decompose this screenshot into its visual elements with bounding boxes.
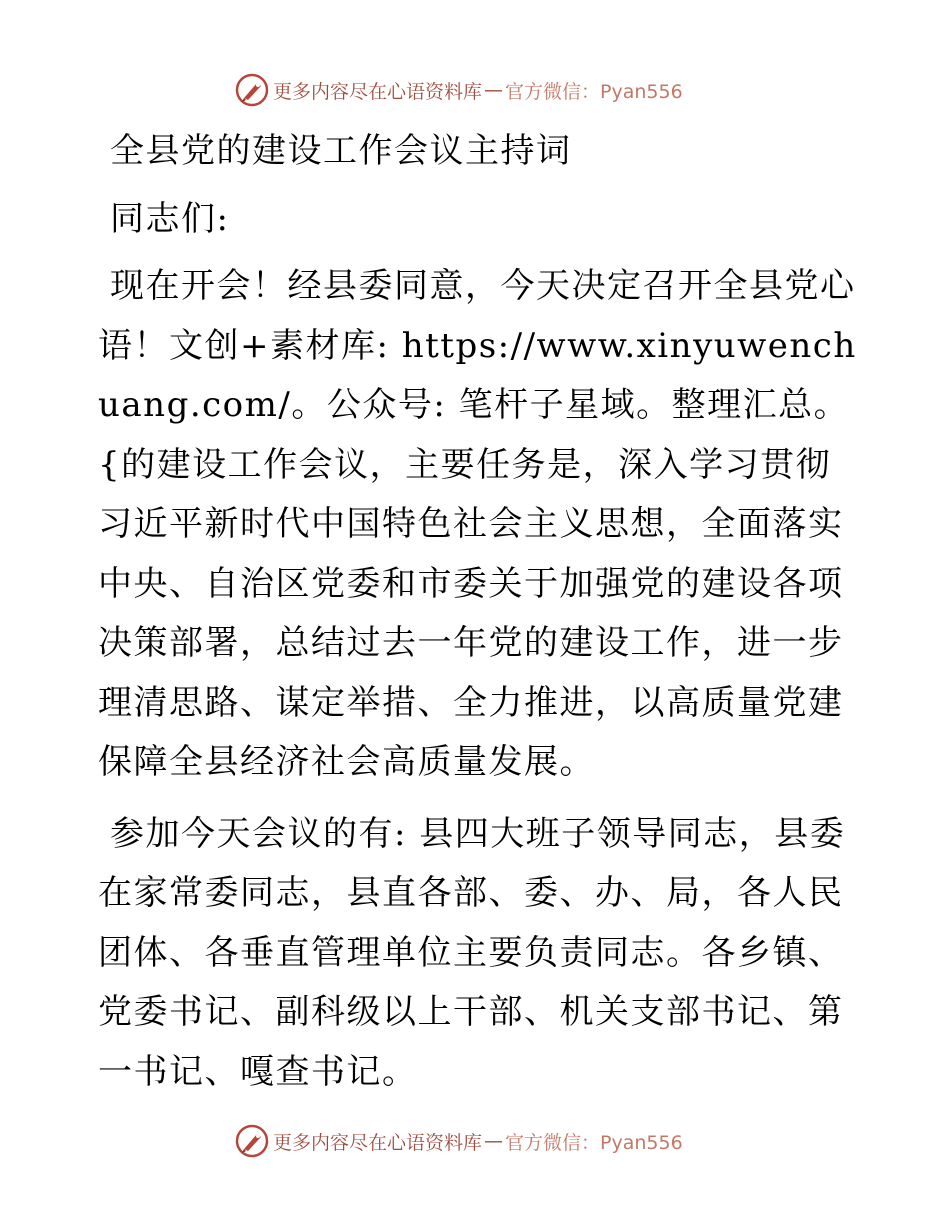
banner-wechat-text: 官方微信：Pyan556 [505, 80, 683, 103]
banner-main-text: 更多内容尽在心语资料库 [273, 80, 483, 103]
footer-banner [235, 1123, 683, 1159]
paragraph-opening: 现在开会！经县委同意，今天决定召开全县党心语！文创+素材库: https://www.xinyuwenchuang.com/。公众号: 笔杆子星域。整理汇总。{的建设工作会议，主要任务是，深入学习贯彻习近平新时代中国特色社会主义思想，全面落实中央、自治区党委和市委关于加强党的建设各项决策部署，总结过去一年党的建设工作，进一步理清思路、谋定举措、全力推进，以高质量党建保障全县经济社会高质量发展。 [98, 266, 857, 782]
banner-main-text: 更多内容尽在心语资料库 [273, 1131, 483, 1154]
greeting: 同志们: [110, 198, 230, 239]
header-banner [235, 72, 683, 108]
document-body [98, 122, 858, 1114]
pen-logo-icon [235, 73, 269, 107]
document-title: 全县党的建设工作会议主持词 [110, 131, 572, 171]
pen-logo-icon [235, 1124, 269, 1158]
banner-dash: — [484, 79, 504, 101]
banner-dash: — [484, 1130, 504, 1152]
banner-wechat-text: 官方微信：Pyan556 [505, 1131, 683, 1154]
paragraph-attendees: 参加今天会议的有: 县四大班子领导同志，县委在家常委同志，县直各部、委、办、局，各人民团体、各垂直管理单位主要负责同志。各乡镇、党委书记、副科级以上干部、机关支部书记、第一书记、嘎查书记。 [98, 813, 846, 1092]
